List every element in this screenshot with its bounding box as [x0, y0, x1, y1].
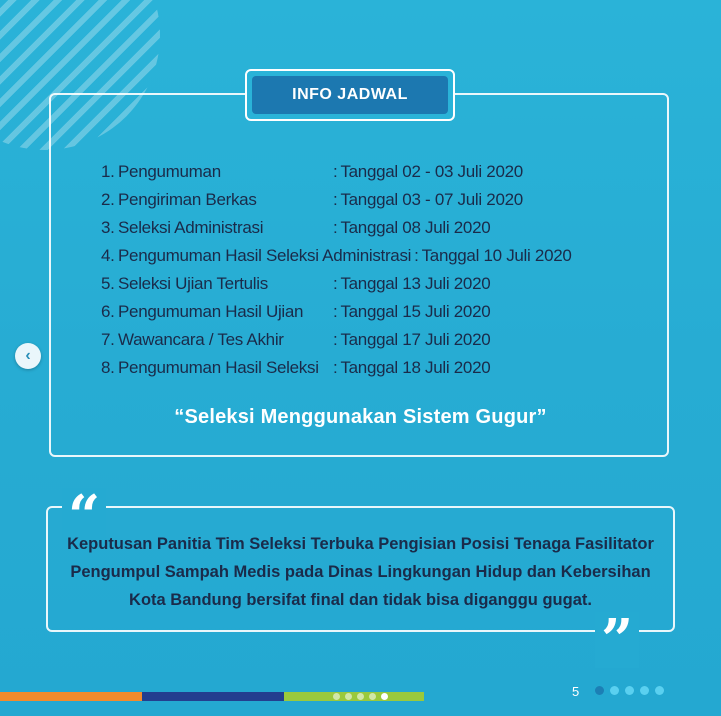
carousel-dot[interactable]	[625, 686, 634, 695]
footer-bar-dots	[333, 693, 388, 700]
close-quote-icon: ”	[595, 612, 639, 668]
bar-dot	[357, 693, 364, 700]
bar-dot-active	[381, 693, 388, 700]
schedule-separator: :	[333, 218, 338, 237]
schedule-separator: :	[333, 302, 338, 321]
schedule-number: 4.	[101, 246, 115, 265]
quote-text: Keputusan Panitia Tim Seleksi Terbuka Pengisian Posisi Tenaga Fasilitator Pengumpul Sampah Medis pada Dinas Lingkungan Hidup dan Kebersihan Kota Bandung bersifat final dan tidak bisa diganggu gugat.	[67, 535, 654, 609]
schedule-label: Pengiriman Berkas	[118, 190, 257, 209]
schedule-row	[101, 214, 621, 242]
carousel-dot[interactable]	[655, 686, 664, 695]
schedule-number: 8.	[101, 358, 115, 377]
schedule-separator: :	[333, 330, 338, 349]
title-badge	[245, 69, 455, 121]
schedule-label: Wawancara / Tes Akhir	[118, 330, 284, 349]
schedule-label: Seleksi Ujian Tertulis	[118, 274, 268, 293]
schedule-number: 6.	[101, 302, 115, 321]
schedule-date: Tanggal 10 Juli 2020	[421, 246, 572, 265]
schedule-number: 2.	[101, 190, 115, 209]
schedule-label: Pengumuman Hasil Seleksi	[118, 358, 319, 377]
schedule-row	[101, 326, 621, 354]
carousel-dot[interactable]	[640, 686, 649, 695]
schedule-number: 3.	[101, 218, 115, 237]
schedule-separator: :	[333, 162, 338, 181]
page-number: 5	[572, 684, 580, 699]
bar-dot	[333, 693, 340, 700]
schedule-date: Tanggal 02 - 03 Juli 2020	[340, 162, 523, 181]
schedule-row	[101, 270, 621, 298]
schedule-row	[101, 242, 621, 270]
schedule-separator: :	[333, 190, 338, 209]
bar-dot	[369, 693, 376, 700]
schedule-date: Tanggal 15 Juli 2020	[340, 302, 491, 321]
page-title: INFO JADWAL	[252, 76, 448, 114]
schedule-separator: :	[414, 246, 419, 265]
open-quote-icon: “	[62, 488, 106, 544]
schedule-list	[101, 158, 621, 382]
footer-bar-navy	[142, 692, 284, 701]
schedule-date: Tanggal 18 Juli 2020	[340, 358, 491, 377]
schedule-separator: :	[333, 274, 338, 293]
schedule-row	[101, 158, 621, 186]
schedule-row	[101, 354, 621, 382]
carousel-dot[interactable]	[610, 686, 619, 695]
carousel-dots[interactable]	[595, 686, 664, 695]
chevron-left-icon: ‹	[25, 347, 31, 364]
previous-slide-button[interactable]	[15, 343, 41, 369]
elimination-note: “Seleksi Menggunakan Sistem Gugur”	[174, 406, 547, 428]
schedule-row	[101, 186, 621, 214]
schedule-date: Tanggal 08 Juli 2020	[340, 218, 491, 237]
schedule-separator: :	[333, 358, 338, 377]
schedule-label: Pengumuman Hasil Seleksi Administrasi	[118, 246, 412, 265]
carousel-dot-active[interactable]	[595, 686, 604, 695]
schedule-number: 7.	[101, 330, 115, 349]
schedule-label: Pengumuman Hasil Ujian	[118, 302, 304, 321]
bar-dot	[345, 693, 352, 700]
schedule-date: Tanggal 03 - 07 Juli 2020	[340, 190, 523, 209]
footer-bar-orange	[0, 692, 142, 701]
schedule-number: 5.	[101, 274, 115, 293]
schedule-date: Tanggal 17 Juli 2020	[340, 330, 491, 349]
schedule-label: Seleksi Administrasi	[118, 218, 264, 237]
schedule-date: Tanggal 13 Juli 2020	[340, 274, 491, 293]
schedule-number: 1.	[101, 162, 115, 181]
schedule-row	[101, 298, 621, 326]
schedule-label: Pengumuman	[118, 162, 221, 181]
